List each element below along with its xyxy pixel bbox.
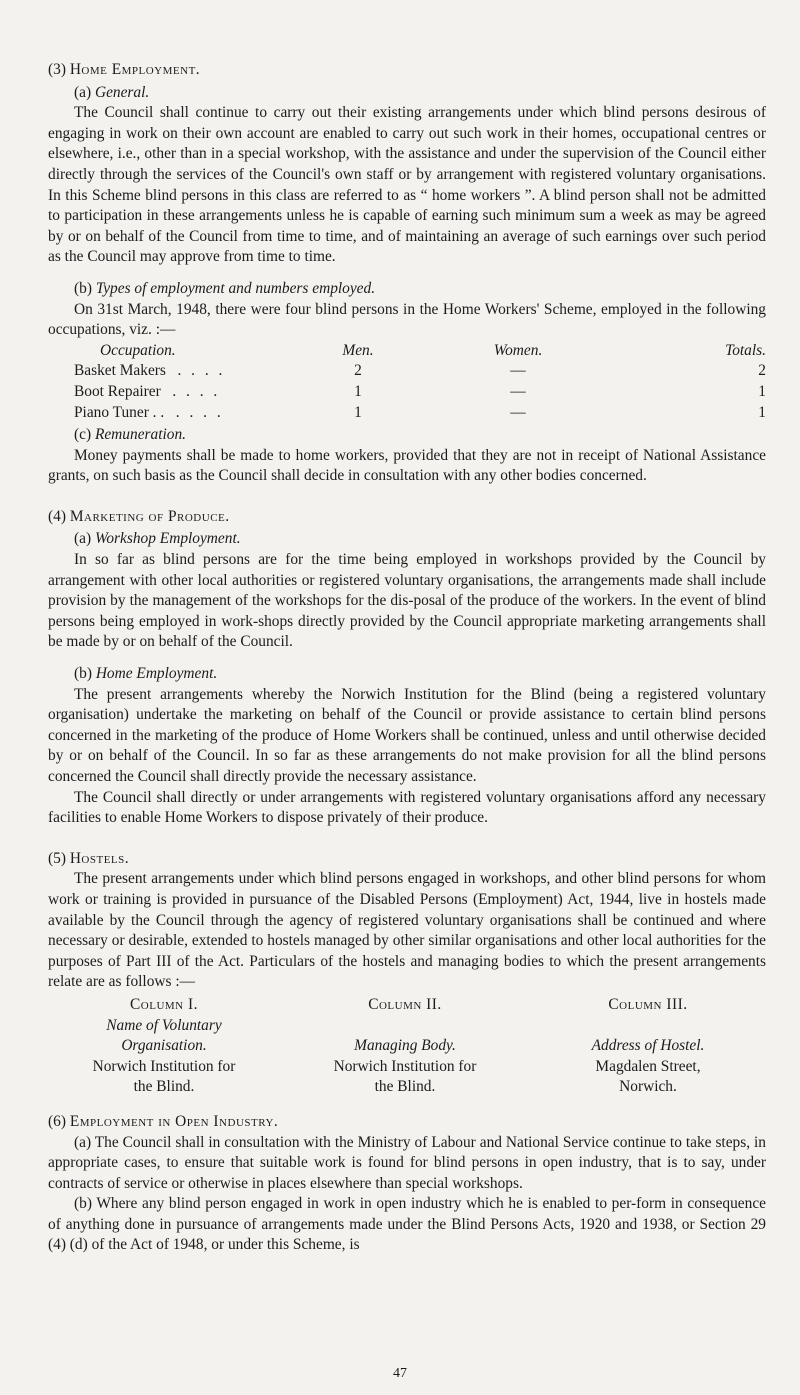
hostel-column-2: Column II. Managing Body. Norwich Institution for the Blind.	[333, 995, 477, 1096]
subsection-3c-text: Money payments shall be made to home workers, provided that they are not in receipt of National Assistance grants, on such basis as the Council shall decide in consultation with any other bodies concerned.	[48, 446, 766, 485]
subsection-6a: (a) The Council shall in consultation with the Ministry of Labour and National Service continue to take steps, in appropriate cases, to ensure that suitable work is found for blind persons in open industry, that is to say, under contracts of service or otherwise in places elsewhere than special workshops.	[48, 1133, 766, 1192]
subsection-3a-title: (a) General.	[74, 83, 150, 101]
leader-dots: . . . .	[177, 362, 226, 380]
section-4-heading	[48, 507, 766, 528]
occupation-cell: Piano Tuner . .	[74, 403, 165, 421]
total-cell: 1	[758, 382, 766, 400]
subsection-4b-title: (b) Home Employment.	[74, 665, 218, 683]
subsection-3c-title: (c) Remuneration.	[74, 426, 186, 444]
header-occupation: Occupation.	[100, 341, 176, 359]
section-title: Hostels.	[69, 849, 130, 867]
page-content	[48, 60, 766, 1256]
subsection-4a-title: (a) Workshop Employment.	[74, 530, 241, 548]
subsection-4b-text-1: The present arrangements whereby the Norwich Institution for the Blind (being a registered voluntary organisation) undertake the marketing on behalf of the Council or provide assistance to certain blind persons concerned in the marketing of the produce of Home Workers shall be continued, unless and until otherwise decided by or on behalf of the Council. In so far as these arrangements do not make provision for all the blind persons concerned the Council shall directly provide the necessary assistance.	[48, 685, 766, 785]
men-cell: 2	[354, 362, 362, 380]
section-title: Employment in Open Industry.	[69, 1112, 279, 1130]
page-number: 47	[393, 1366, 407, 1381]
subsection-4b-text-2: The Council shall directly or under arrangements with registered voluntary organisations afford any necessary facilities to enable Home Workers to dispose privately of their produce.	[48, 788, 766, 827]
section-5-text: The present arrangements under which blind persons engaged in workshops, and other blind persons for whom work or training is provided in pursuance of the Disabled Persons (Employment) Act, 1944, live in hostels made available by the Council through the agency of registered voluntary organisations shall be continued and where necessary or desirable, extended to hostels managed by other similar organisations and other local authorities for the purposes of Part III of the Act. Particulars of the hostels and managing bodies to which the present arrangements relate are as follows :—	[48, 870, 766, 991]
total-cell: 1	[758, 403, 766, 421]
header-totals: Totals.	[725, 341, 766, 359]
hostel-columns	[48, 995, 766, 1098]
section-title: Home Employment.	[69, 61, 201, 78]
section-number: (6)	[48, 1112, 66, 1130]
table-row	[48, 403, 766, 424]
section-6-heading	[48, 1112, 766, 1133]
header-men: Men.	[342, 341, 374, 359]
hostel-column-1: Column I. Name of Voluntary Organisation. Norwich Institution for the Blind.	[92, 995, 236, 1096]
women-cell: —	[510, 362, 526, 380]
women-cell: —	[510, 403, 526, 421]
occupation-cell: Boot Repairer	[74, 382, 161, 400]
leader-dots: . . . .	[172, 382, 221, 400]
occupation-cell: Basket Makers	[74, 362, 166, 380]
section-5-heading	[48, 849, 766, 870]
subsection-6b: (b) Where any blind person engaged in work in open industry which he is enabled to per-form in consequence of anything done in pursuance of arrangements made under the Blind Persons Acts, 1920 and 1938, or Section 29 (4) (d) of the Act of 1948, or under this Scheme, is	[48, 1195, 766, 1254]
section-title: Marketing of Produce.	[69, 507, 230, 525]
section-3-heading	[48, 60, 766, 81]
subsection-4a-text: In so far as blind persons are for the time being employed in workshops provided by the Council by arrangement with other local authorities or registered voluntary organisations, the arrangements made shall include provision by the management of the workshops for the dis-posal of the produce of the workers. In the event of blind persons being employed in work-shops directly provided by the Council appropriate marketing arrangements shall be made by or on behalf of the Council.	[48, 551, 766, 651]
subsection-3b-title: (b) Types of employment and numbers employed.	[74, 279, 376, 297]
total-cell: 2	[758, 362, 766, 380]
subsection-3b-text: On 31st March, 1948, there were four blind persons in the Home Workers' Scheme, employed in the following occupations, viz. :—	[48, 300, 766, 339]
women-cell: —	[510, 382, 526, 400]
table-row	[48, 361, 766, 382]
occupation-table	[48, 341, 766, 423]
table-row	[48, 382, 766, 403]
header-women: Women.	[493, 341, 543, 359]
section-number: (3)	[48, 61, 66, 78]
men-cell: 1	[354, 403, 362, 421]
hostel-column-3: Column III. Address of Hostel. Magdalen Street, Norwich.	[591, 995, 705, 1096]
section-number: (5)	[48, 849, 66, 867]
leader-dots: . . . .	[175, 403, 224, 421]
men-cell: 1	[354, 382, 362, 400]
subsection-3a-text: The Council shall continue to carry out their existing arrangements under which blind persons desirous of engaging in work on their own account are enabled to carry out such work in their homes, occupational centres or elsewhere, i.e., other than in a special workshop, with the assistance and under the supervision of the Council either directly through the services of the Council's own staff or by arrangement with registered voluntary organisations. In this Scheme blind persons in this class are referred to as “ home workers ”. A blind person shall not be admitted to participation in these arrangements unless he is capable of earning such minimum sum a week as may be agreed by or on behalf of the Council from time to time, and of maintaining an average of such earnings over such period as the Council may approve from time to time.	[48, 104, 766, 266]
section-number: (4)	[48, 507, 66, 525]
table-header-row	[48, 341, 766, 362]
